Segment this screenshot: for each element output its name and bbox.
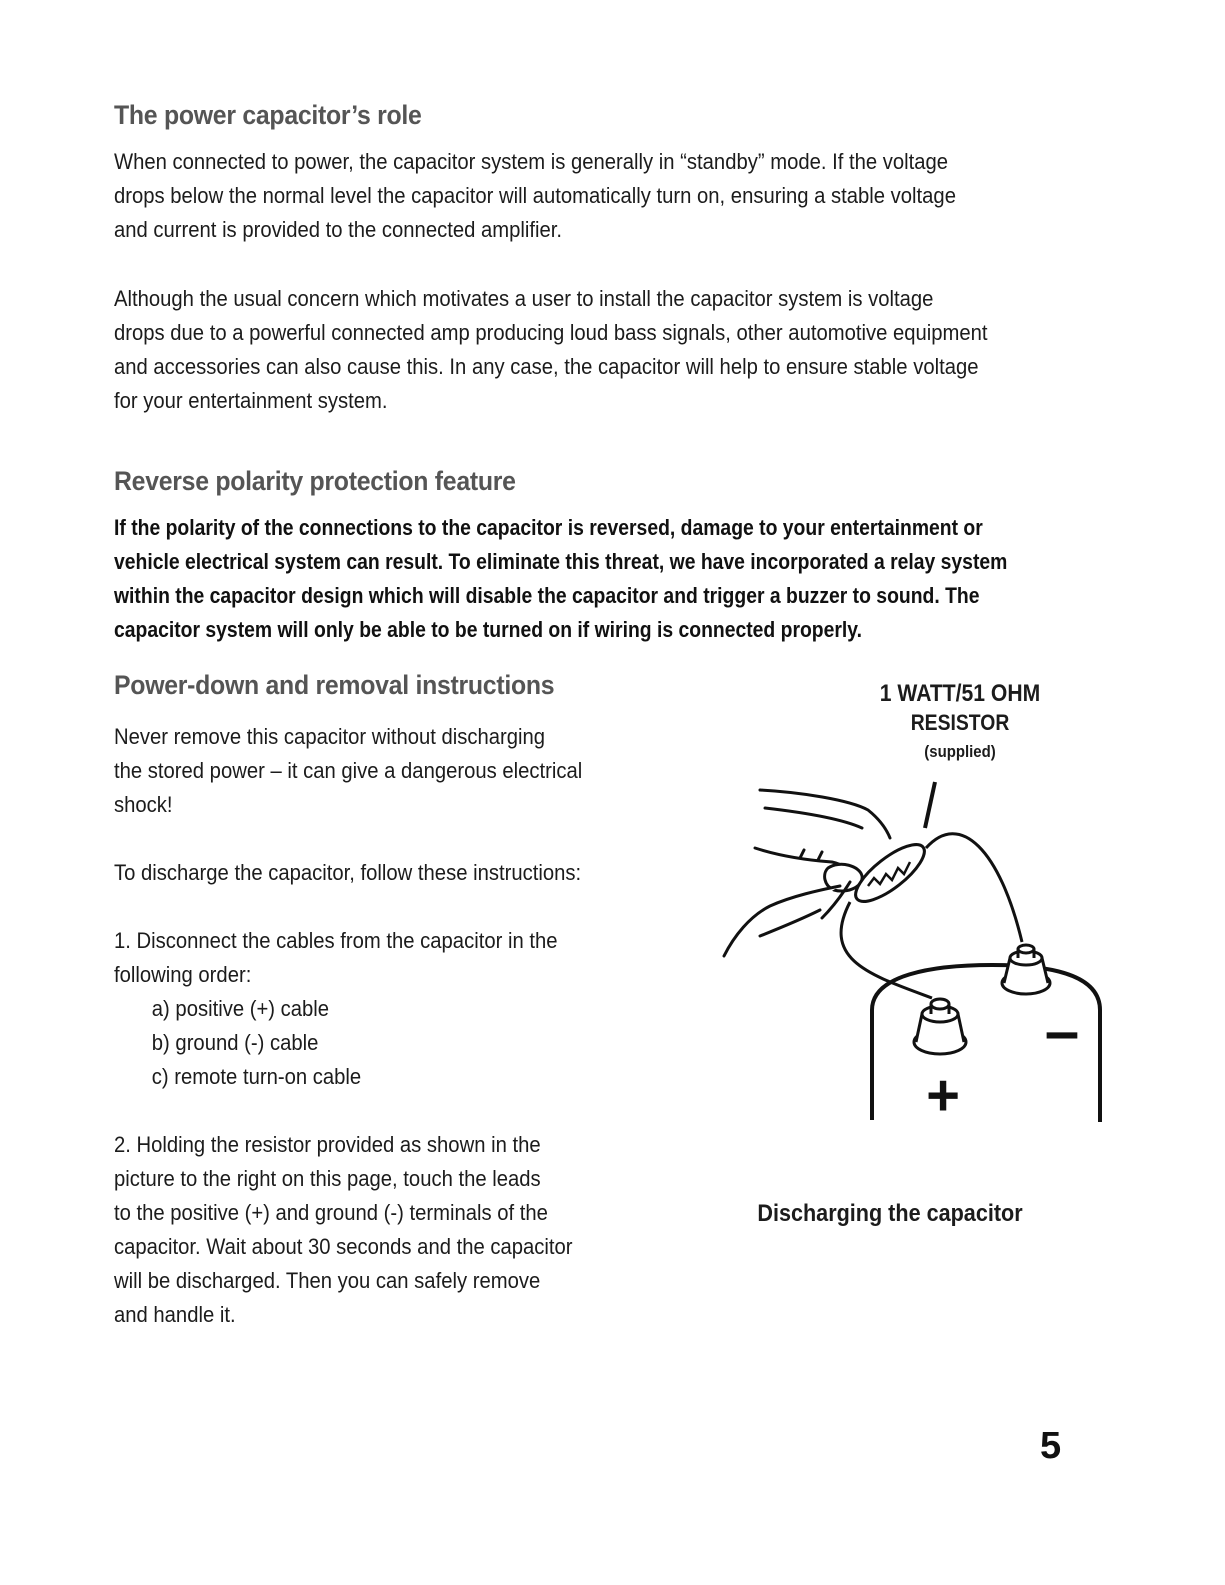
paragraph-reverse-polarity: [114, 511, 1051, 647]
plus-sign: +: [926, 1063, 960, 1128]
power-down-instructions: [114, 720, 636, 1332]
figure-caption: Discharging the capacitor: [757, 1200, 1023, 1227]
text-line: To discharge the capacitor, follow these instructions:: [114, 860, 582, 885]
text-line: drops below the normal level the capacitor will automatically turn on, ensuring a stable voltage: [114, 183, 956, 208]
text-line: Never remove this capacitor without discharging: [114, 724, 546, 749]
text-line: If the polarity of the connections to the capacitor is reversed, damage to your entertainment or: [114, 515, 983, 540]
text-line: picture to the right on this page, touch the leads: [114, 1166, 541, 1191]
text-line: to the positive (+) and ground (-) terminals of the: [114, 1200, 548, 1225]
text-line: capacitor system will only be able to be turned on if wiring is connected properly.: [114, 617, 862, 642]
text-line: shock!: [114, 792, 173, 817]
heading-power-down: Power-down and removal instructions: [114, 670, 555, 700]
heading-capacitor-role: The power capacitor’s role: [114, 100, 422, 130]
resistor-label-supplied: (supplied): [924, 742, 996, 761]
lead-wire-negative: [926, 834, 1022, 942]
text-line: Although the usual concern which motivates a user to install the capacitor system is voltage: [114, 286, 934, 311]
text-line: capacitor. Wait about 30 seconds and the capacitor: [114, 1234, 573, 1259]
hand-icon: [724, 790, 890, 956]
text-line: for your entertainment system.: [114, 388, 388, 413]
heading-reverse-polarity: Reverse polarity protection feature: [114, 466, 516, 496]
text-line: and handle it.: [114, 1302, 236, 1327]
text-line: 1. Disconnect the cables from the capacitor in the: [114, 928, 558, 953]
positive-terminal: [914, 999, 966, 1054]
label-pointer-line: [925, 782, 935, 828]
paragraph-capacitor-role-2: [114, 282, 1086, 418]
text-line: and accessories can also cause this. In any case, the capacitor will help to ensure stable voltage: [114, 354, 979, 379]
text-line: the stored power – it can give a dangerous electrical: [114, 758, 583, 783]
list-item: a) positive (+) cable: [151, 996, 330, 1021]
capacitor-discharge-illustration: [700, 770, 1110, 1130]
text-line: drops due to a powerful connected amp producing loud bass signals, other automotive equipment: [114, 320, 988, 345]
text-line: and current is provided to the connected amplifier.: [114, 217, 563, 242]
list-item: b) ground (-) cable: [151, 1030, 319, 1055]
text-line: vehicle electrical system can result. To eliminate this threat, we have incorporated a relay system: [114, 549, 1008, 574]
resistor-label-rating: 1 WATT/51 OHM: [879, 680, 1041, 707]
negative-terminal: [1002, 945, 1050, 994]
text-line: 2. Holding the resistor provided as shown in the: [114, 1132, 541, 1157]
minus-sign: –: [1044, 997, 1080, 1066]
text-line: following order:: [114, 962, 252, 987]
resistor-label-title: RESISTOR: [910, 710, 1010, 735]
text-line: within the capacitor design which will disable the capacitor and trigger a buzzer to sound. The: [114, 583, 980, 608]
text-line: will be discharged. Then you can safely remove: [114, 1268, 541, 1293]
list-item: c) remote turn-on cable: [151, 1064, 362, 1089]
text-line: When connected to power, the capacitor system is generally in “standby” mode. If the voltage: [114, 149, 949, 174]
paragraph-capacitor-role-1: [114, 145, 1086, 247]
page-number: 5: [1040, 1425, 1062, 1467]
